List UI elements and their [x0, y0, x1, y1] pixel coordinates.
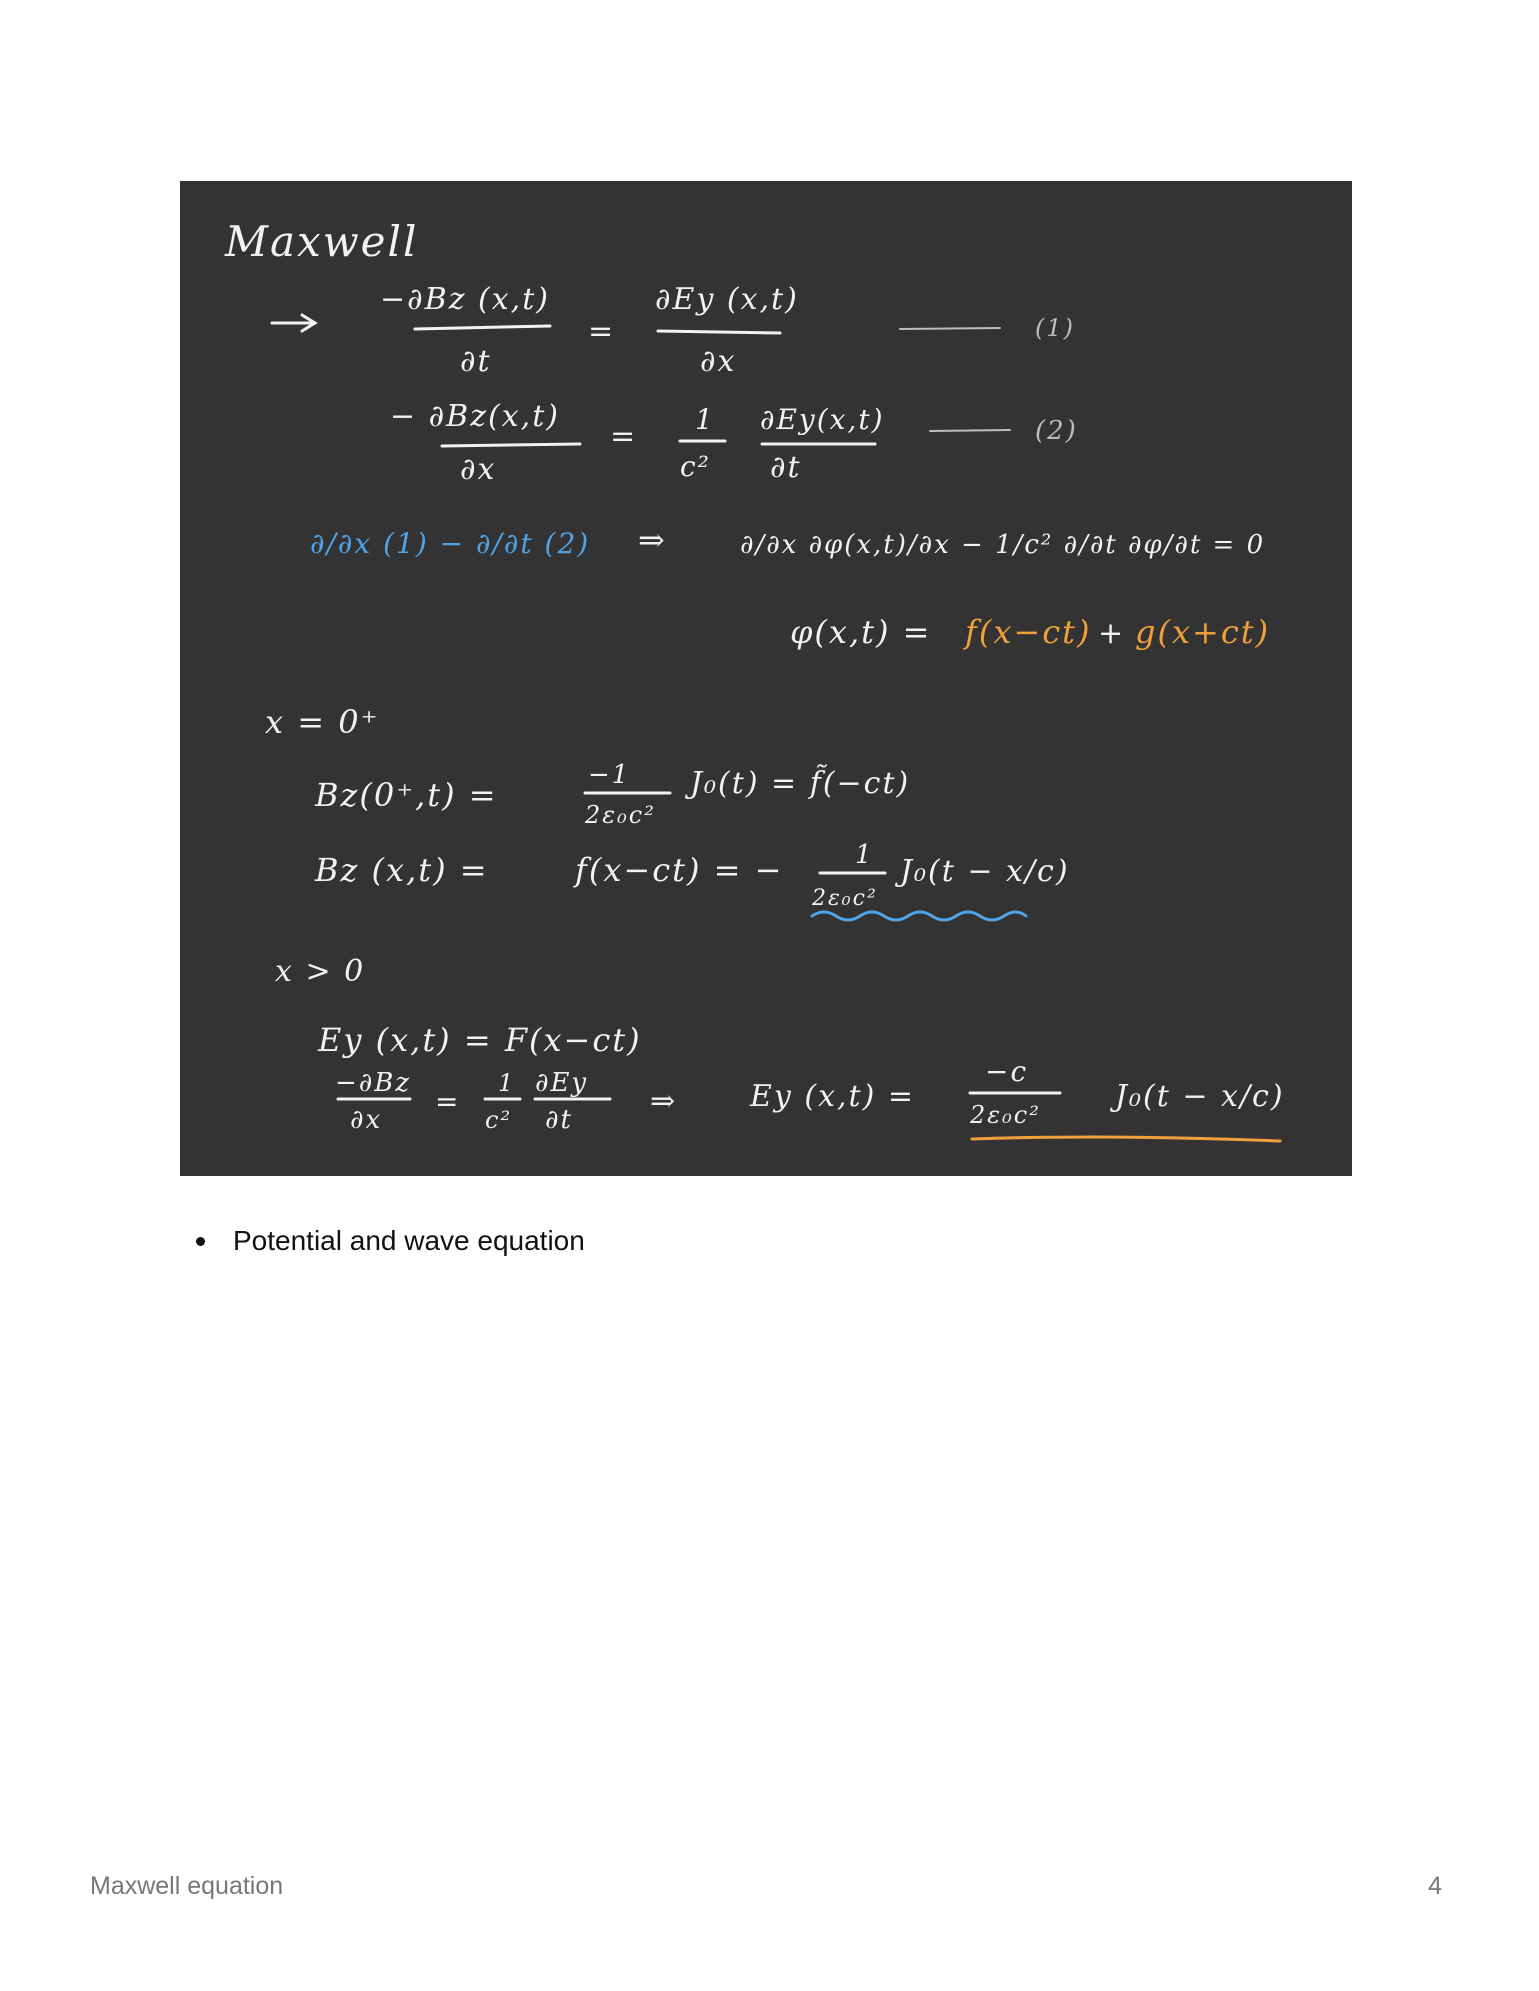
svg-text:=: = [588, 314, 616, 349]
svg-text:− ∂Bz(x,t): − ∂Bz(x,t) [390, 399, 560, 434]
svg-text:c²: c² [680, 450, 711, 483]
svg-text:∂t: ∂t [460, 344, 492, 379]
notes-title: Maxwell [225, 217, 419, 266]
svg-text:∂t: ∂t [545, 1105, 573, 1135]
notes-canvas [180, 181, 1352, 1176]
boundary-section [265, 703, 1070, 920]
bullet-text: Potential and wave equation [233, 1225, 585, 1256]
footer-title: Maxwell equation [90, 1872, 284, 1900]
svg-text:∂x: ∂x [350, 1105, 383, 1135]
svg-text:∂x: ∂x [460, 452, 497, 487]
svg-text:J₀(t − x/c): J₀(t − x/c) [900, 854, 1070, 889]
svg-text:⇒: ⇒ [650, 1084, 678, 1119]
page-number: 4 [1428, 1872, 1442, 1900]
svg-text:2ε₀c²: 2ε₀c² [812, 886, 878, 911]
svg-text:−∂Bz (x,t): −∂Bz (x,t) [380, 282, 550, 317]
general-solution [790, 613, 1270, 651]
svg-text:=: = [435, 1085, 461, 1118]
svg-text:x > 0: x > 0 [275, 954, 366, 989]
svg-text:c²: c² [485, 1106, 513, 1134]
svg-text:f(x−ct): f(x−ct) [965, 613, 1092, 651]
region-section [275, 954, 1285, 1141]
svg-text:(2): (2) [1035, 416, 1078, 446]
svg-text:1: 1 [498, 1069, 516, 1097]
arrow-icon [272, 315, 315, 331]
svg-text:∂/∂x ∂φ(x,t)/∂x − 1/c² ∂/∂t ∂φ: ∂/∂x ∂φ(x,t)/∂x − 1/c² ∂/∂t ∂φ/∂t = 0 [740, 530, 1266, 560]
svg-text:−∂Bz: −∂Bz [335, 1068, 412, 1098]
svg-text:g(x+ct): g(x+ct) [1135, 613, 1271, 651]
equation-1 [380, 282, 1075, 379]
blue-underline [812, 912, 1026, 920]
svg-text:Bz (x,t) =: Bz (x,t) = [315, 851, 489, 889]
svg-text:1: 1 [855, 840, 874, 870]
svg-text:1: 1 [695, 403, 715, 436]
svg-text:⇒: ⇒ [638, 521, 667, 559]
svg-text:∂Ey: ∂Ey [535, 1068, 589, 1098]
svg-text:2ε₀c²: 2ε₀c² [970, 1101, 1041, 1129]
svg-text:∂x: ∂x [700, 344, 737, 379]
svg-text:∂Ey(x,t): ∂Ey(x,t) [760, 403, 885, 436]
svg-text:Ey (x,t) = F(x−ct): Ey (x,t) = F(x−ct) [318, 1021, 642, 1059]
svg-text:2ε₀c²: 2ε₀c² [585, 801, 656, 829]
bullet-dot-icon [196, 1237, 205, 1246]
handwritten-notes-image [180, 181, 1352, 1176]
bullet-item [196, 1225, 585, 1257]
svg-text:∂/∂x (1) − ∂/∂t (2): ∂/∂x (1) − ∂/∂t (2) [310, 527, 591, 560]
svg-text:−c: −c [985, 1055, 1029, 1088]
svg-text:φ(x,t) =: φ(x,t) = [790, 613, 932, 651]
svg-text:Ey (x,t) =: Ey (x,t) = [750, 1079, 915, 1114]
svg-text:J₀(t − x/c): J₀(t − x/c) [1115, 1079, 1285, 1114]
svg-text:x = 0⁺: x = 0⁺ [265, 703, 380, 741]
svg-text:+: + [1098, 616, 1126, 651]
svg-text:∂t: ∂t [770, 450, 802, 485]
svg-text:f(x−ct) = −: f(x−ct) = − [575, 851, 784, 889]
orange-underline [972, 1137, 1280, 1141]
svg-text:Bz(0⁺,t) =: Bz(0⁺,t) = [315, 776, 498, 814]
svg-text:=: = [610, 419, 638, 454]
equation-2 [390, 399, 1078, 487]
combination-line [310, 521, 1265, 560]
svg-text:J₀(t) = f̃(−ct): J₀(t) = f̃(−ct) [690, 766, 911, 801]
svg-text:−1: −1 [588, 760, 631, 790]
svg-text:(1): (1) [1035, 314, 1075, 342]
svg-text:∂Ey (x,t): ∂Ey (x,t) [655, 282, 799, 317]
